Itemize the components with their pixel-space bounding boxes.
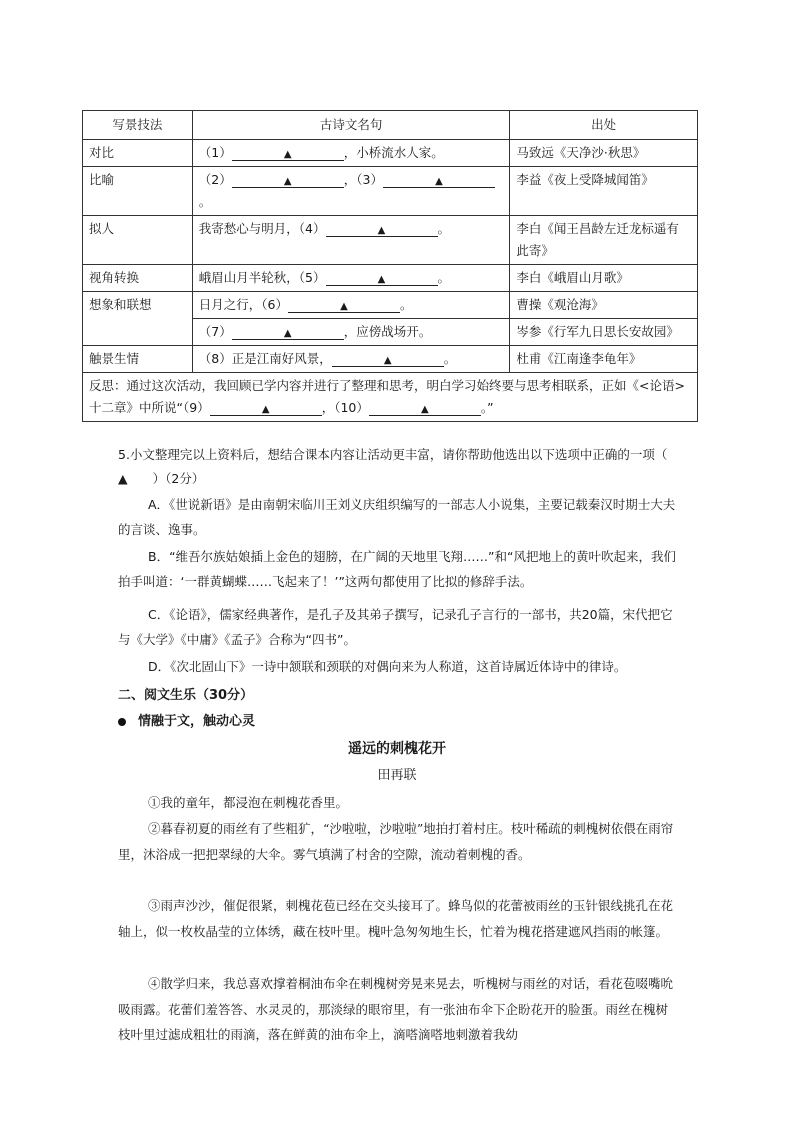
technique-cell: 对比 [83,140,193,167]
table-row [83,265,698,292]
bullet-text: 情融于文，触动心灵 [138,714,256,729]
option-text: A．《世说新语》是由南朝宋临川王刘义庆组织编写的一部志人小说集，主要记载秦汉时期士大夫的言谈、逸事。 [118,497,676,537]
reflection-text: 《<论语>十二章》中所说“（9） [89,378,685,415]
source-cell: 李白《闻王昌龄左迁龙标遥有此寄》 [510,216,698,265]
table-row [83,140,698,167]
option-c[interactable] [118,602,678,652]
paragraph-text: ④散学归来，我总喜欢撑着桐油布伞在刺槐树旁晃来晃去，听槐树与雨丝的对话，看花苞啜嘴吮吸雨露。花蕾们羞答答、水灵灵的，那淡绿的眼帘里，有一张油布伞下企盼花开的脸蛋。雨丝在槐树枝叶里过滤成粗壮的雨滴，落在鲜黄的油布伞上，滴嗒滴嗒地刺激着我幼 [118,976,674,1042]
triangle-mark: ▲ [283,149,292,160]
paragraph-text: ②暮春初夏的雨丝有了些粗犷，“沙啦啦，沙啦啦”地拍打着村庄。枝叶稀疏的刺槐树依偎在雨帘里，沐浴成一把把翠绿的大伞。雾气填满了村舍的空隙，流动着刺槐的香。 [118,821,674,862]
poem-text: ，应傍战场开。 [343,324,432,339]
triangle-mark: ▲ [283,328,292,339]
poem-text: 。 [437,221,451,236]
poem-text: 。 [437,270,451,285]
table-row [83,346,698,373]
header-poem-line: 古诗文名句 [192,111,510,140]
option-text: B．“维吾尔族姑娘插上金色的翅膀，在广阔的天地里飞翔……”和“风把地上的黄叶吹起来，我们拍手叫道：‘一群黄蝴蝶……飞起来了！’”这两句都使用了比拟的修辞手法。 [118,549,677,589]
reflection-cell [83,373,698,422]
poem-cell [192,292,510,319]
reflection-text: 。” [480,400,494,415]
article-title: 遥远的刺槐花开 [348,741,446,757]
table-row [83,216,698,265]
table-header-row [83,111,698,140]
poem-cell [192,319,510,346]
technique-cell: 触景生情 [83,346,193,373]
source-cell: 曹操《观沧海》 [510,292,698,319]
option-text: C．《论语》，儒家经典著作，是孔子及其弟子撰写，记录孔子言行的一部书，共20篇，宋代把它与《大学》《中庸》《孟子》合称为“四书”。 [118,607,673,647]
source-cell: 杜甫《江南逢李龟年》 [510,346,698,373]
poem-text: （2） [198,172,232,187]
poem-text: 日月之行，（6） [198,297,289,312]
option-text: D．《次北固山下》一诗中颔联和颈联的对偶向来为人称道，这首诗属近体诗中的律诗。 [148,659,627,674]
poem-cell [192,167,510,216]
reflection-row [83,373,698,422]
bullet-dot-icon [118,718,126,726]
poem-text: 。 [400,297,413,312]
triangle-mark: ▲ [340,301,348,312]
poem-text: （7） [198,324,232,339]
paragraph-3 [118,893,678,944]
option-d[interactable] [118,654,678,679]
answer-blank-10[interactable] [369,400,481,416]
answer-blank-9[interactable] [210,400,322,416]
poem-cell [192,216,510,265]
paragraph-text: ③雨声沙沙，催促很紧，刺槐花苞已经在交头接耳了。蜂鸟似的花蕾被雨丝的玉针银线挑孔在花轴上，似一枚枚晶莹的立体绣，藏在枝叶里。槐叶急匆匆地生长，忙着为槐花搭建遮风挡雨的帐篷。 [118,898,674,939]
option-a[interactable] [118,492,678,542]
bullet-heading [118,710,255,729]
poem-text: ，小桥流水人家。 [343,145,444,160]
technique-cell: 拟人 [83,216,193,265]
poem-cell [192,265,510,292]
source-cell: 马致远《天净沙·秋思》 [510,140,698,167]
paragraph-4 [118,971,678,1048]
technique-cell: 视角转换 [83,265,193,292]
reflection-text: ，（10） [321,400,369,415]
answer-blank-3[interactable] [383,172,495,188]
section-heading: 二、阅文生乐（30分） [118,688,254,703]
table-row [83,167,698,216]
poem-cell [192,346,510,373]
source-cell: 李益《夜上受降城闻笛》 [510,167,698,216]
poem-text: 我寄愁心与明月，（4） [198,221,326,236]
article-author: 田再联 [377,768,417,783]
answer-blank-1[interactable] [232,145,344,161]
option-b[interactable] [118,544,678,594]
answer-blank-7[interactable] [232,324,344,340]
answer-blank-5[interactable] [326,270,438,286]
poem-text: 峨眉山月半轮秋，（5） [198,270,326,285]
triangle-mark: ▲ [377,225,386,236]
technique-cell: 想象和联想 [83,292,193,346]
header-technique: 写景技法 [83,111,193,140]
source-cell: 岑参《行军九日思长安故园》 [510,319,698,346]
paragraph-text: ①我的童年，都浸泡在刺槐花香里。 [148,795,349,810]
answer-blank-6[interactable] [288,297,400,313]
poem-text: 。 [198,194,212,209]
triangle-mark: ▲ [420,404,429,415]
question-5-stem: 5.小文整理完以上资料后，想结合课本内容让活动更丰富，请你帮助他选出以下选项中正确的一项（ ▲ ）（2分） [118,447,693,486]
answer-blank-4[interactable] [326,221,438,237]
answer-blank-8[interactable] [332,351,444,367]
triangle-mark: ▲ [261,404,270,415]
poem-cell [192,140,510,167]
poem-text: ，（3） [343,172,383,187]
poem-text: 。 [443,351,457,366]
writing-techniques-table [82,110,698,422]
poem-text: （1） [198,145,232,160]
table-row [83,292,698,319]
triangle-mark: ▲ [383,355,392,366]
triangle-mark: ▲ [377,274,386,285]
header-source: 出处 [510,111,698,140]
triangle-mark: ▲ [435,176,443,187]
technique-cell: 比喻 [83,167,193,216]
triangle-mark: ▲ [283,176,292,187]
paragraph-1 [118,790,678,816]
reflection-text: 反思：通过这次活动，我回顾已学内容并进行了整理和思考，明白学习始终要与思考相联系，正如 [89,378,627,393]
answer-blank-2[interactable] [232,172,344,188]
source-cell: 李白《峨眉山月歌》 [510,265,698,292]
poem-text: （8）正是江南好风景， [198,351,332,366]
paragraph-2 [118,816,678,867]
